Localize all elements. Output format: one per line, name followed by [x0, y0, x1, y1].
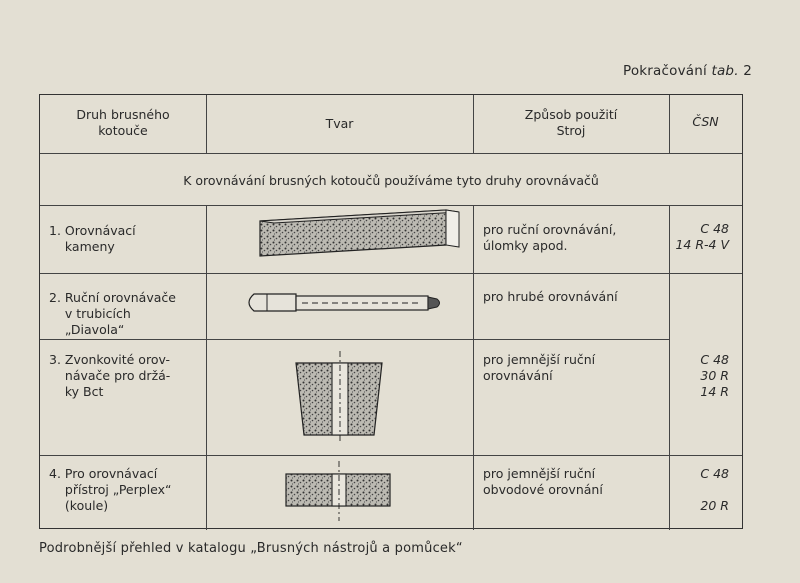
bell-dresser-drawing	[206, 339, 473, 455]
table-caption	[623, 63, 752, 79]
row4-csn: C 48 20 R	[700, 466, 729, 513]
intro-text: K orovnávání brusných kotoučů používáme tyto druhy orovnávačů	[183, 173, 599, 188]
tube-dresser-drawing	[206, 273, 473, 339]
header-zpusob: Způsob použití Stroj	[524, 107, 618, 138]
header-divider	[40, 153, 742, 154]
row1-csn: C 48 14 R-4 V	[675, 221, 729, 252]
table-frame	[39, 94, 743, 529]
header-tvar: Tvar	[325, 116, 354, 131]
sphere-dresser-drawing	[206, 455, 473, 530]
row4-druh: 4. Pro orovnávací přístroj „Perplex“ (koule)	[49, 466, 172, 513]
dressing-stone-drawing	[206, 205, 473, 273]
tube-handle	[249, 294, 296, 311]
caption-number: 2	[743, 63, 752, 79]
header-csn: ČSN	[692, 114, 719, 129]
row2-druh: 2. Ruční orovnávače v trubicích „Diavola“	[49, 290, 176, 337]
row3-druh: 3. Zvonkovité orov- návače pro držá- ky Bct	[49, 352, 171, 399]
catalog-footnote: Podrobnější přehled v katalogu „Brusných nástrojů a pomůcek“	[39, 541, 463, 556]
stone-end-face	[446, 210, 459, 247]
row1-pouziti: pro ruční orovnávání, úlomky apod.	[483, 222, 617, 253]
diamond-tip	[428, 297, 440, 309]
row4-pouziti: pro jemnější ruční obvodové orovnání	[483, 466, 603, 497]
row2-pouziti: pro hrubé orovnávání	[483, 289, 618, 304]
row1-druh: 1. Orovnávací kameny	[49, 223, 136, 254]
row3-csn: C 48 30 R 14 R	[700, 352, 729, 399]
caption-tab-label: tab.	[711, 63, 739, 79]
header-druh: Druh brusného kotouče	[76, 107, 170, 138]
row3-pouziti: pro jemnější ruční orovnávání	[483, 352, 596, 383]
col-divider-2	[473, 205, 474, 530]
caption-prefix: Pokračování	[622, 63, 707, 79]
